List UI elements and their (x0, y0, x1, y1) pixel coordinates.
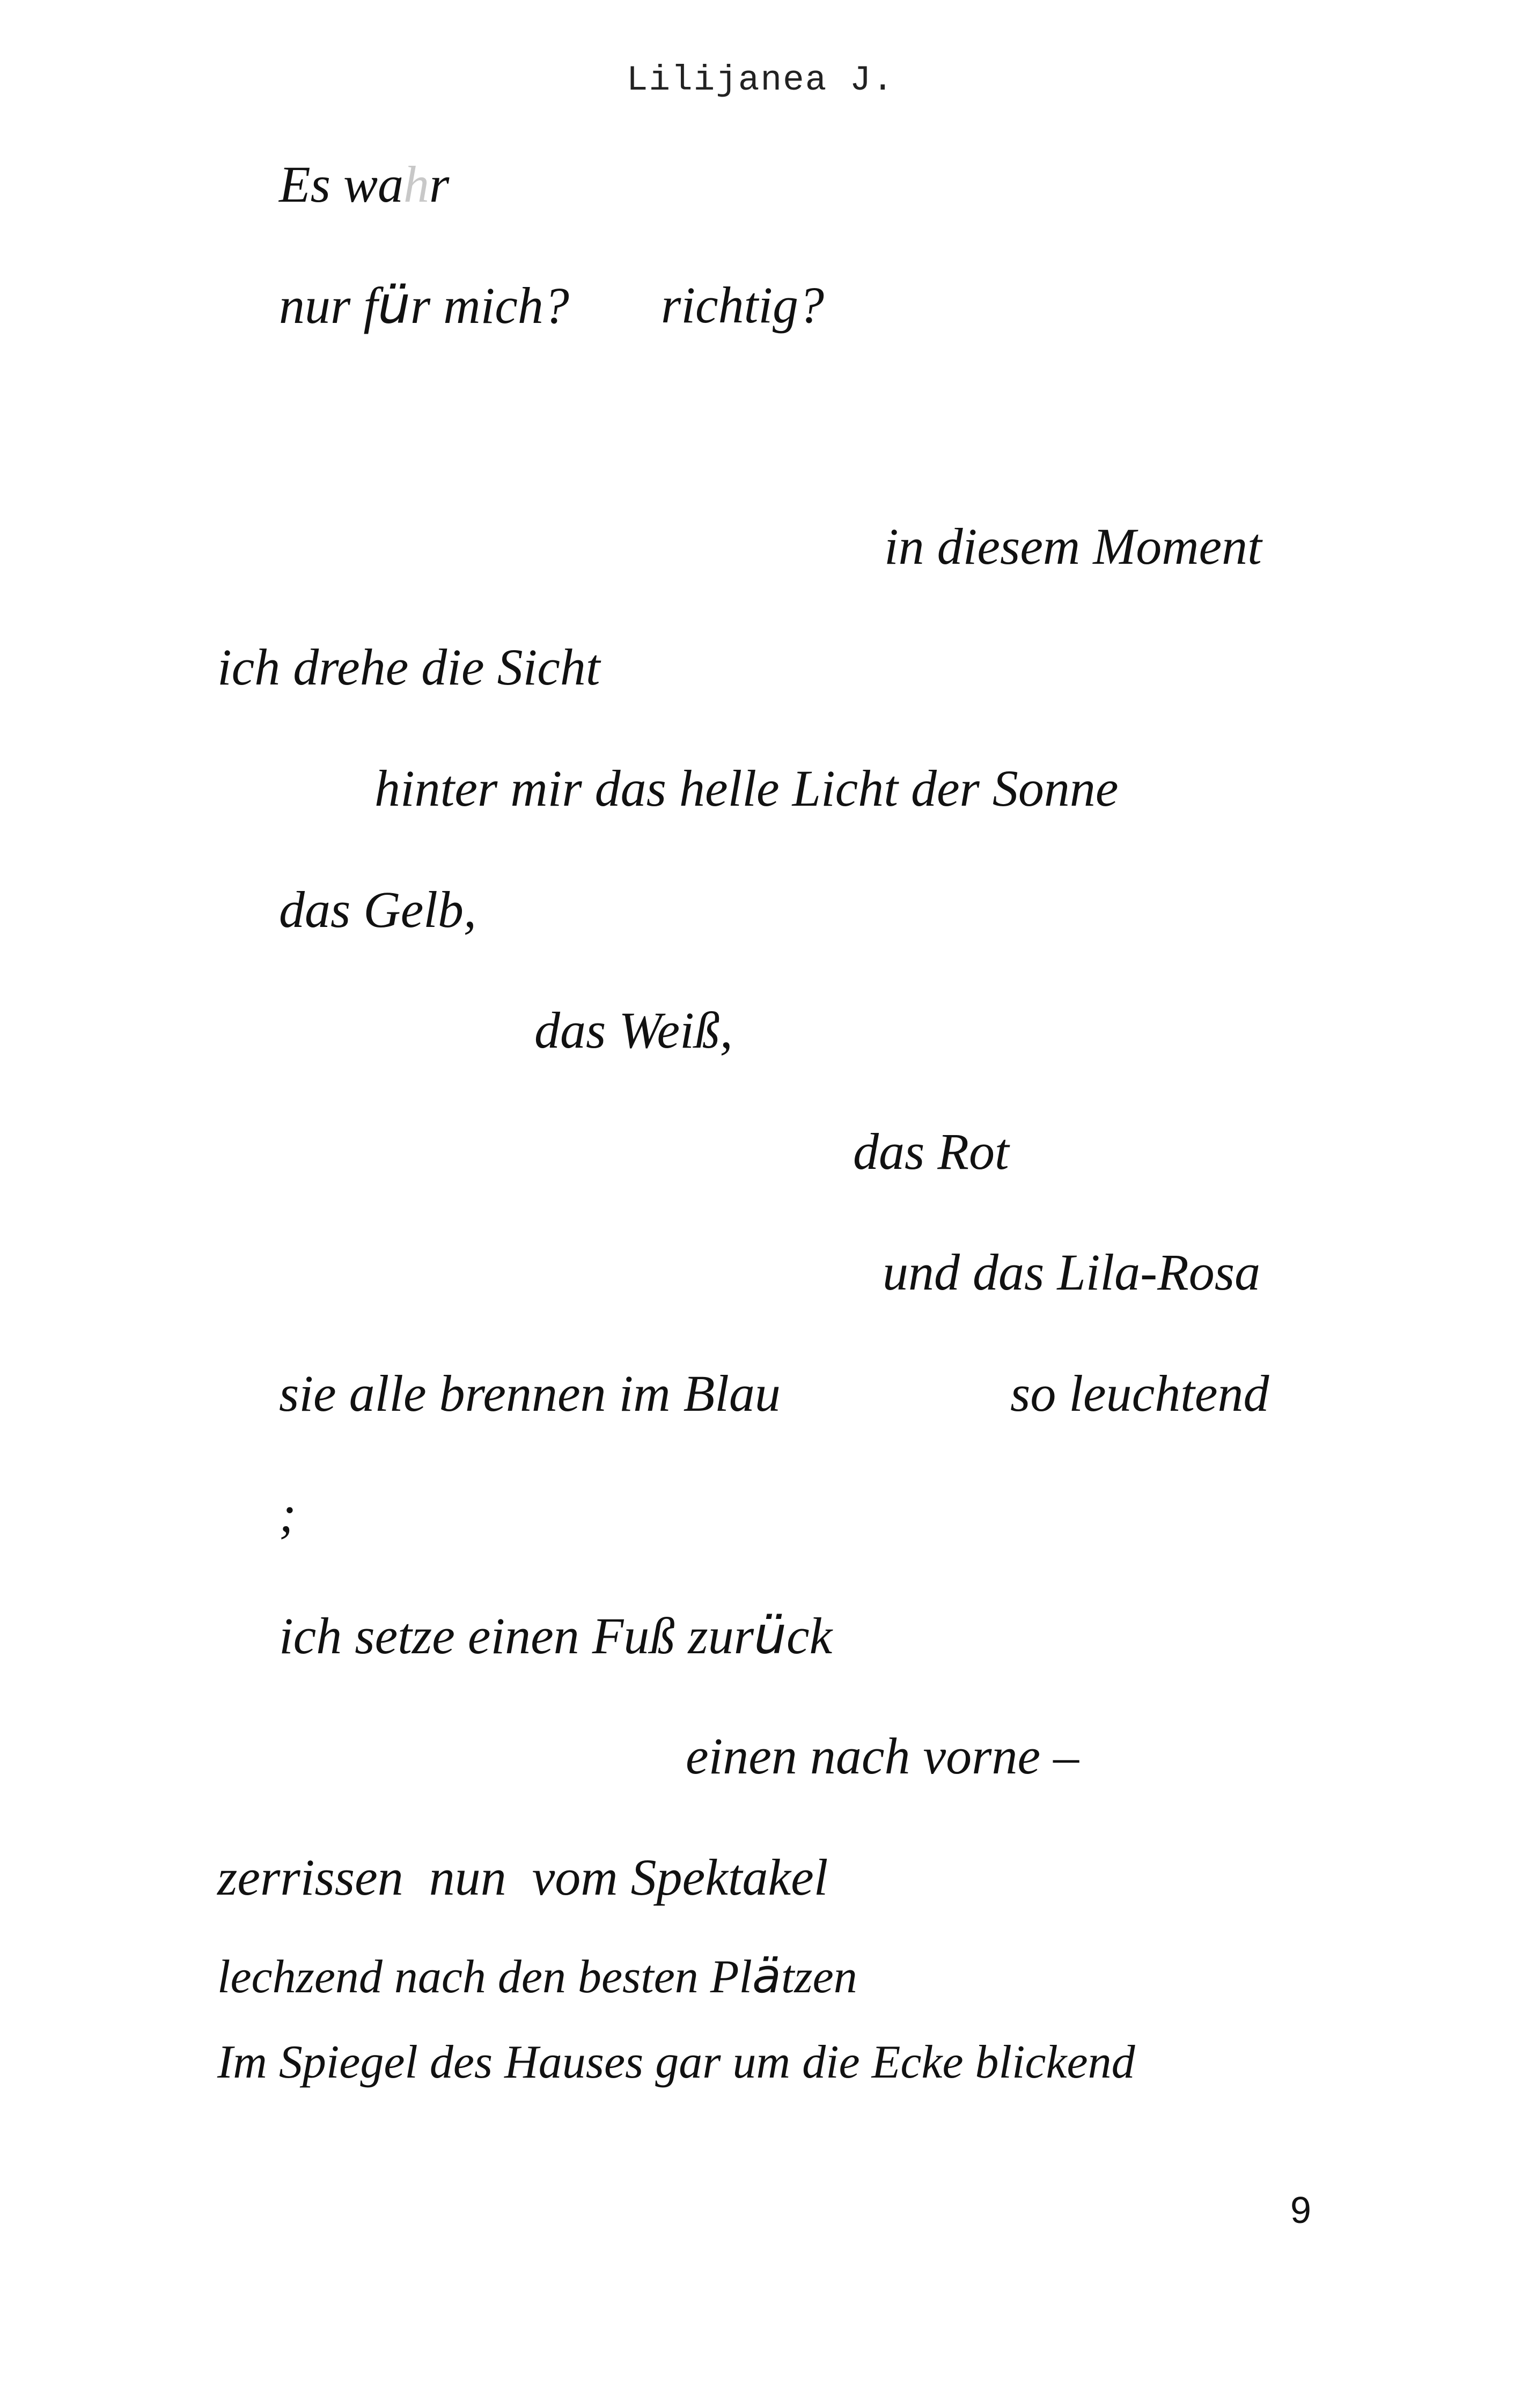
poem-line-15-part-1: lechzend nach den besten Pl (217, 1951, 753, 2003)
poem-line-1-part-1: Es wa (279, 156, 404, 213)
poem-line-12-part-2: ck (786, 1607, 833, 1665)
running-header-author: Lilijanea J. (626, 60, 895, 100)
poem-line-3: in diesem Moment (884, 518, 1262, 575)
poem-line-2 (279, 275, 569, 335)
poem-line-8: das Rot (853, 1123, 1009, 1180)
poem-line-16: Im Spiegel des Hauses gar um die Ecke blickend (217, 2036, 1135, 2088)
poem-line-15-umlaut: ä (752, 1948, 781, 2004)
poem-line-1 (279, 156, 450, 213)
poem-line-13: einen nach vorne – (686, 1727, 1079, 1785)
poem-line-11-semicolon: ; (279, 1485, 296, 1543)
poem-line-2-part-2: r mich? (410, 277, 569, 334)
poem-line-5: hinter mir das helle Licht der Sonne (374, 760, 1119, 817)
poem-line-2-umlaut: ü (378, 275, 410, 335)
poem-line-6: das Gelb, (279, 881, 476, 938)
poem-line-10-right: so leuchtend (1010, 1365, 1269, 1422)
poem-line-7: das Weiß, (534, 1002, 733, 1059)
page-number: 9 (1290, 2189, 1311, 2231)
poem-line-10-left: sie alle brennen im Blau (279, 1365, 781, 1422)
poem-line-15 (217, 1948, 857, 2004)
poem-line-1-part-2: r (429, 156, 450, 213)
poem-line-9: und das Lila-Rosa (883, 1243, 1261, 1301)
poem-line-12 (279, 1606, 833, 1666)
poem-line-12-part-1: ich setze einen Fuß zur (279, 1607, 754, 1665)
poem-line-2-part-1: nur f (279, 277, 378, 334)
poem-line-15-part-2: tzen (781, 1951, 857, 2003)
poem-line-1-faded-letter: h (403, 156, 430, 213)
poem-line-12-umlaut: ü (754, 1606, 787, 1666)
poem-line-14: zerrissen nun vom Spektakel (217, 1849, 828, 1906)
poem-line-4: ich drehe die Sicht (217, 638, 600, 696)
poem-line-2-question: richtig? (661, 276, 824, 334)
